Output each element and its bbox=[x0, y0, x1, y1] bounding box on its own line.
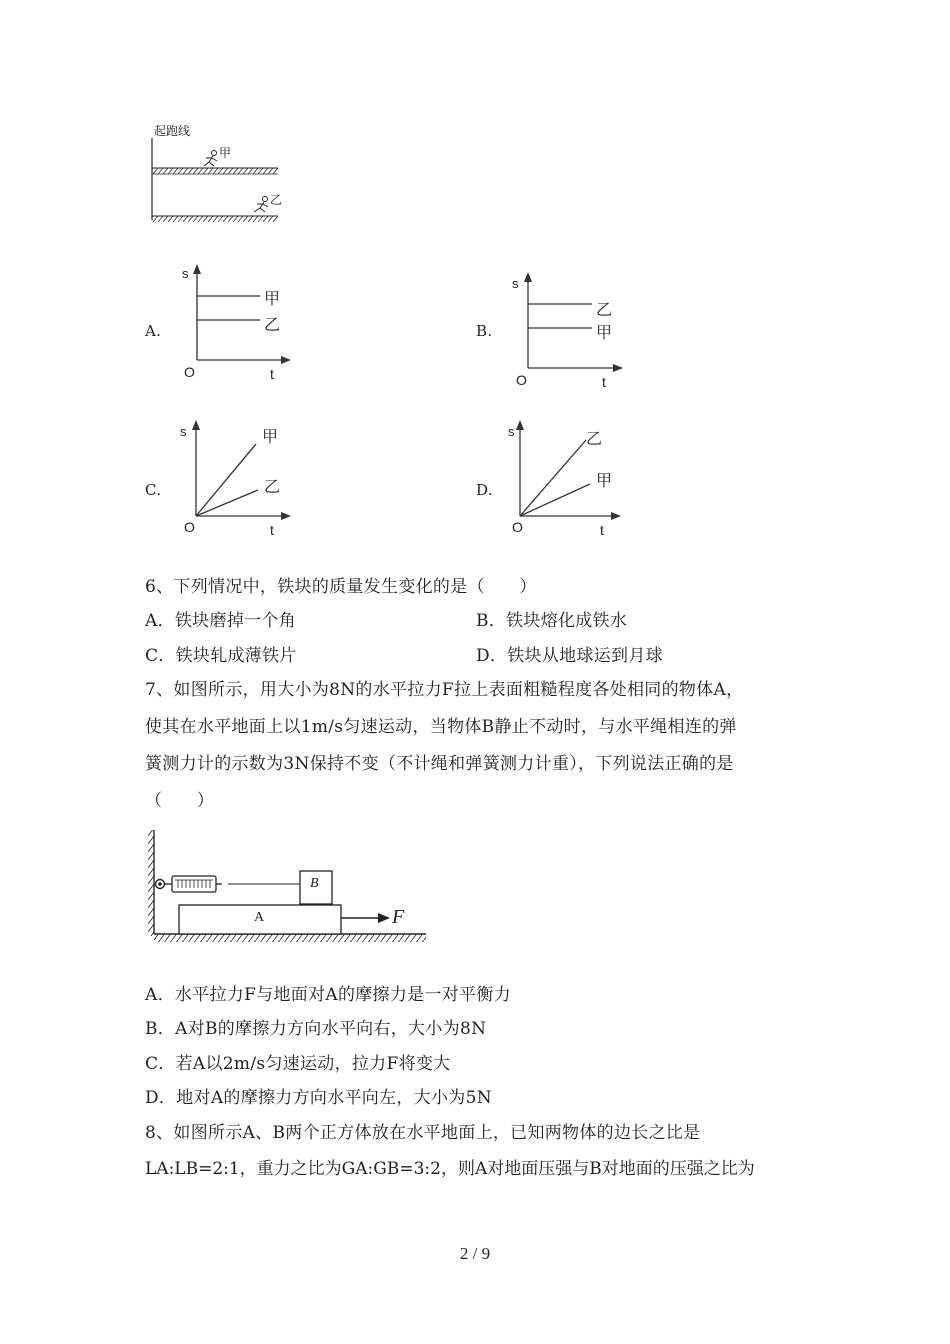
q5-option-b-letter[interactable]: B. bbox=[476, 322, 493, 340]
axis-t-label: t bbox=[270, 366, 274, 382]
line-bottom-label: 乙 bbox=[264, 479, 281, 496]
q7-stem-line-2: 使其在水平地面上以1m/s匀速运动，当物体B静止不动时，与水平绳相连的弹 bbox=[145, 717, 737, 737]
q7-option-d[interactable]: D．地对A的摩擦力方向水平向左，大小为5N bbox=[145, 1088, 492, 1108]
q7-spring-scale-figure bbox=[148, 828, 430, 946]
q5-option-d-letter[interactable]: D. bbox=[476, 481, 493, 499]
line-bottom-label: 乙 bbox=[264, 317, 281, 334]
q6-option-a[interactable]: A．铁块磨掉一个角 bbox=[145, 611, 296, 631]
runner-b-icon bbox=[254, 197, 268, 213]
axis-t-label: t bbox=[600, 522, 604, 538]
q8-stem-line-2: LA:LB=2:1，重力之比为GA:GB=3:2，则A对地面压强与B对地面的压强之比为 bbox=[145, 1159, 755, 1179]
axis-s-label: s bbox=[182, 266, 189, 281]
origin-label: O bbox=[184, 519, 195, 535]
runner-a-icon bbox=[204, 151, 217, 167]
q5-option-c-graph[interactable] bbox=[176, 418, 306, 544]
q5-graph-c-svg bbox=[176, 418, 306, 544]
q7-stem-line-3: 簧测力计的示数为3N保持不变（不计绳和弹簧测力计重），下列说法正确的是 bbox=[145, 754, 734, 774]
spring-scale-icon bbox=[156, 876, 223, 892]
q6-option-c[interactable]: C．铁块轧成薄铁片 bbox=[145, 646, 297, 666]
q6-option-b[interactable]: B．铁块熔化成铁水 bbox=[476, 611, 628, 631]
axis-t-label: t bbox=[270, 522, 274, 538]
axis-s-label: s bbox=[508, 424, 515, 439]
block-b-label: B bbox=[310, 876, 319, 891]
q8-stem-line-1: 8、如图所示A、B两个正方体放在水平地面上，已知两物体的边长之比是 bbox=[145, 1123, 701, 1143]
axis-s-label: s bbox=[180, 424, 187, 439]
line-top-label: 乙 bbox=[596, 302, 613, 319]
force-f-label: F bbox=[392, 906, 405, 928]
q7-option-b[interactable]: B．A对B的摩擦力方向水平向右，大小为8N bbox=[145, 1019, 487, 1039]
axis-s-label: s bbox=[512, 276, 519, 291]
line-bottom-label: 甲 bbox=[596, 325, 613, 342]
runner-b-label: 乙 bbox=[270, 193, 283, 207]
q7-stem-line-4: （ ） bbox=[145, 791, 215, 811]
line-bottom-label: 甲 bbox=[596, 473, 613, 490]
block-a-label: A bbox=[254, 910, 265, 925]
line-top-label: 甲 bbox=[262, 429, 279, 446]
race-track-figure bbox=[148, 120, 288, 230]
page-number: 2 / 9 bbox=[459, 1244, 491, 1263]
q6-option-d[interactable]: D．铁块从地球运到月球 bbox=[476, 646, 663, 666]
q5-option-c-letter[interactable]: C. bbox=[145, 481, 162, 499]
q7-stem-line-1: 7、如图所示，用大小为8N的水平拉力F拉上表面粗糙程度各处相同的物体A， bbox=[145, 680, 744, 700]
q5-graph-b-svg bbox=[508, 270, 638, 396]
runner-a-label: 甲 bbox=[219, 146, 232, 160]
origin-label: O bbox=[516, 372, 527, 388]
q5-graph-a-svg bbox=[178, 262, 308, 388]
q7-figure-svg bbox=[148, 828, 430, 946]
q7-option-c[interactable]: C．若A以2m/s匀速运动，拉力F将变大 bbox=[145, 1054, 451, 1074]
origin-label: O bbox=[512, 519, 523, 535]
q5-option-b-graph[interactable] bbox=[508, 270, 638, 396]
q7-option-a[interactable]: A．水平拉力F与地面对A的摩擦力是一对平衡力 bbox=[145, 985, 511, 1005]
axis-t-label: t bbox=[602, 374, 606, 390]
line-top-label: 甲 bbox=[264, 291, 281, 308]
origin-label: O bbox=[184, 364, 195, 380]
q5-option-a-letter[interactable]: A. bbox=[145, 322, 162, 340]
q6-stem: 6、下列情况中，铁块的质量发生变化的是（ ） bbox=[145, 577, 537, 597]
start-line-label: 起跑线 bbox=[154, 124, 191, 138]
q5-option-a-graph[interactable] bbox=[178, 262, 308, 388]
q5-option-d-graph[interactable] bbox=[500, 418, 635, 544]
line-top-label: 乙 bbox=[586, 431, 603, 448]
